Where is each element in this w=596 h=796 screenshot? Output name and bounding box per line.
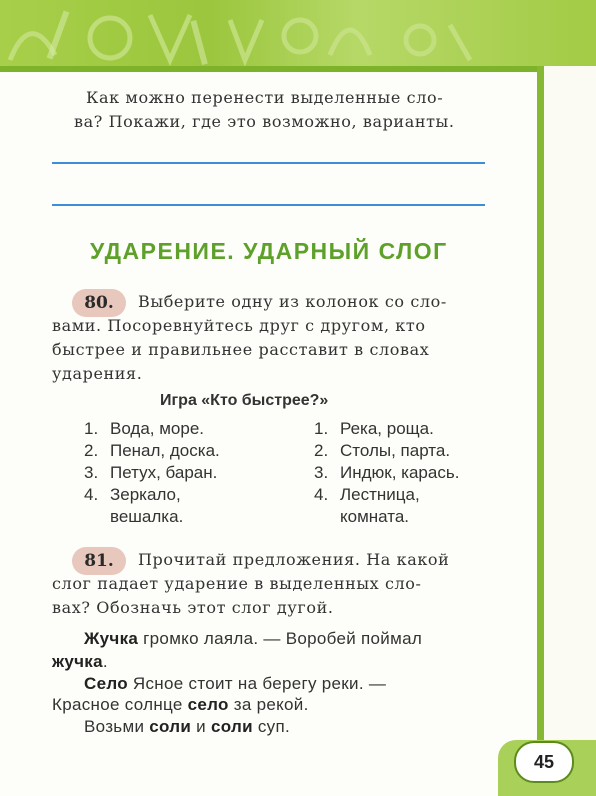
section-heading: УДАРЕНИЕ. УДАРНЫЙ СЛОГ (90, 238, 448, 264)
sentence-4: Возьми соли и соли суп. (84, 717, 291, 736)
list-item: 2. Столы, парта. (314, 441, 451, 460)
bold-word: жучка (52, 652, 103, 671)
right-margin-bar (537, 66, 544, 796)
question-line-1: Как можно перенести выделенные сло- (86, 88, 444, 107)
exercise-80-number: 80. (72, 289, 126, 317)
page-number: 45 (514, 741, 574, 783)
answer-line-2[interactable] (52, 204, 485, 206)
list-item: вешалка. (110, 507, 184, 526)
sentence-2: Село Ясное стоит на берегу реки. — (84, 674, 387, 693)
bold-word: село (187, 695, 229, 714)
game-title: Игра «Кто быстрее?» (160, 392, 329, 409)
sentence-3: Красное солнце село за рекой. (52, 695, 309, 714)
list-item: 1. Вода, море. (84, 419, 205, 438)
decorative-letters (0, 0, 596, 70)
list-item: комната. (340, 507, 410, 526)
bold-word: соли (149, 717, 192, 736)
exercise-81-line-2: слог падает ударение в выделенных сло- (52, 574, 422, 593)
sentence-1-cont: жучка. (52, 652, 108, 671)
answer-line-1[interactable] (52, 162, 485, 164)
exercise-80-line-1: Выберите одну из колонок со сло- (138, 292, 447, 311)
header-band (0, 0, 596, 70)
question-line-2: ва? Покажи, где это возможно, варианты. (74, 112, 455, 131)
header-divider (0, 66, 596, 72)
right-word-column (314, 418, 459, 528)
sentence-1: Жучка громко лаяла. — Воробей поймал (84, 629, 423, 648)
list-item: 4. Зеркало, (84, 485, 181, 504)
left-word-column (84, 418, 220, 528)
exercise-80-line-3: быстрее и правильнее расставит в словах (52, 340, 430, 359)
list-item: 2. Пенал, доска. (84, 441, 220, 460)
list-item: 3. Петух, баран. (84, 463, 218, 482)
list-item: 3. Индюк, карась. (314, 463, 460, 482)
list-item: 4. Лестница, (314, 485, 420, 504)
exercise-80-line-4: ударения. (52, 364, 143, 383)
exercise-81-line-3: вах? Обозначь этот слог дугой. (52, 598, 334, 617)
bold-word: Жучка (84, 629, 139, 648)
bold-word: Село (84, 674, 128, 693)
right-margin-panel (544, 66, 596, 796)
exercise-81-number: 81. (72, 547, 126, 575)
bold-word: соли (210, 717, 253, 736)
exercise-80-line-2: вами. Посоревнуйтесь друг с другом, кто (52, 316, 426, 335)
exercise-81-line-1: Прочитай предложения. На какой (138, 550, 450, 569)
list-item: 1. Река, роща. (314, 419, 434, 438)
